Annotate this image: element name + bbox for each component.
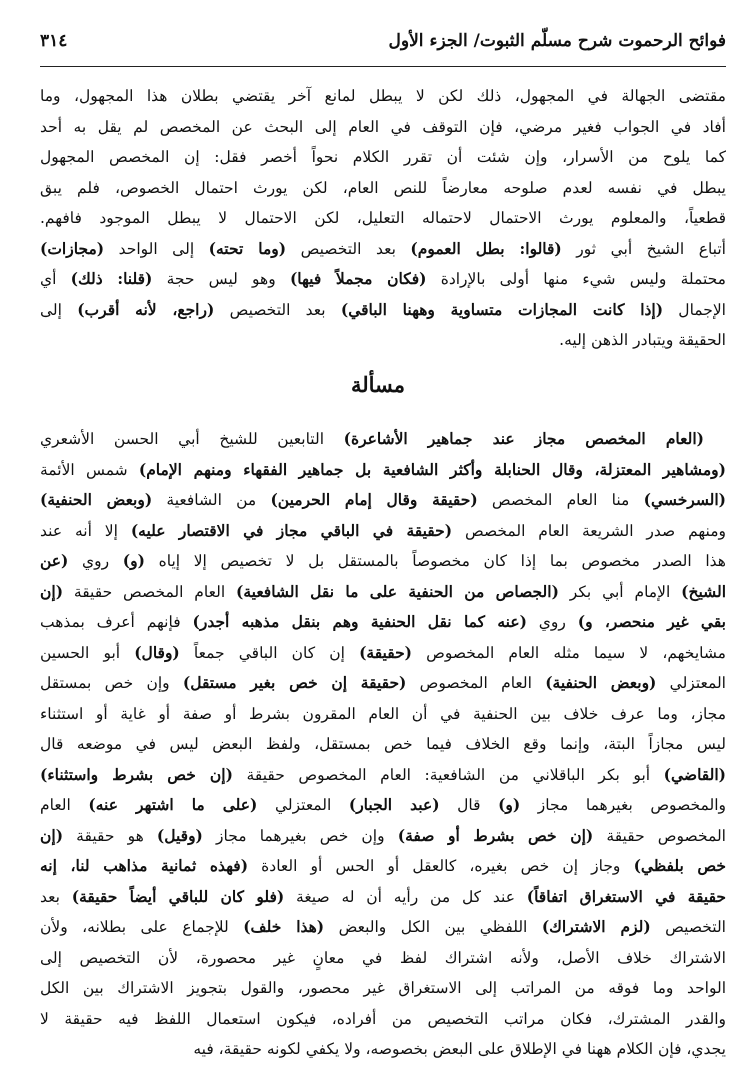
bold-matn-text: (و) — [498, 795, 521, 814]
commentary-text: وإن خص بمستقل — [40, 674, 183, 692]
bold-matn-text: بقي غير منحصر، و) — [577, 612, 726, 631]
commentary-text: المعتزلي — [257, 796, 349, 814]
text-line — [40, 234, 726, 265]
text-line — [40, 1034, 726, 1065]
bold-matn-text: (إن — [40, 825, 64, 845]
bold-matn-text: (وبعض الحنفية) — [545, 673, 657, 692]
text-line — [40, 112, 726, 143]
bold-matn-text: (ومشاهير المعتزلة، وقال الحنابلة وأكثر الشافعية بل جماهير الفقهاء ومنهم الإمام) — [138, 459, 726, 479]
bold-matn-text: (حقيقة إن خص بغير مستقل) — [182, 673, 407, 692]
commentary-text: كما يلوح من الأسرار، وإن شئت أن تقرر الكلام نحواً أخصر فقل: إن المخصص المجهول — [40, 148, 726, 166]
commentary-text: وهو ليس حجة — [152, 270, 290, 288]
text-line — [40, 264, 726, 295]
text-line — [40, 203, 726, 234]
bold-matn-text: (فكان مجملاً فيها) — [289, 269, 427, 288]
bold-matn-text: (وقال) — [134, 642, 180, 662]
commentary-text: المخصوص حقيقة — [593, 826, 726, 845]
bold-matn-text: (إذا كانت المجازات متساوية وههنا الباقي) — [340, 299, 664, 319]
bold-matn-text: (إن خص بشرط واستثناء) — [40, 764, 233, 784]
text-line — [40, 851, 726, 882]
text-line — [40, 668, 726, 699]
commentary-text: الإجمال — [663, 300, 726, 319]
commentary-text: بعد — [40, 887, 72, 906]
bold-matn-text: (حقيقة) — [359, 642, 412, 662]
commentary-text: مشايخهم، لا سيما مثله العام المخصوص — [411, 643, 726, 662]
commentary-text: محتملة وليس شيء منها أولى بالإرادة — [426, 270, 726, 288]
text-line — [40, 943, 726, 974]
commentary-text: الواحد وما فوقه من المراتب إلى الاستغراق غير محصور، والقول بتجويز الاشتراك بين الكل — [40, 979, 726, 997]
text-line — [40, 455, 726, 486]
bold-matn-text: خص بلفظي) — [633, 856, 726, 875]
commentary-text: هذا الصدر مخصوص بما إذا كان مخصوصاً بالمستقل بل لا تخصيص إلا إياه — [144, 552, 726, 570]
commentary-text: إلى الواحد — [104, 239, 209, 258]
text-line — [40, 81, 726, 112]
bold-matn-text: (إن — [40, 581, 64, 601]
text-line — [40, 699, 726, 730]
commentary-text: وجاز إن خص بغيره، كالعقل أو الحس أو العادة — [248, 857, 634, 875]
text-line — [40, 142, 726, 173]
commentary-text: أي — [40, 270, 71, 288]
bold-matn-text: (لزم الاشتراك) — [541, 917, 651, 936]
section-title: مسألة — [350, 372, 406, 397]
bold-matn-text: الشيخ) — [681, 581, 726, 601]
commentary-text: إن كان الباقي جمعاً — [179, 643, 360, 662]
commentary-text: الحقيقة ويتبادر الذهن إليه. — [559, 331, 726, 349]
commentary-text: قال — [439, 796, 499, 814]
commentary-text: التخصيص — [650, 918, 726, 936]
commentary-text: هو حقيقة — [63, 826, 157, 845]
text-line — [40, 173, 726, 204]
bold-matn-text: حقيقة في الاستغراق اتفاقاً) — [526, 886, 726, 906]
commentary-text: قطعياً، والمعلوم يورث الاحتمال لاحتماله التعليل، لكن الاحتمال لا يبطل الموجود فافهم. — [40, 209, 726, 227]
bold-matn-text: (القاضي) — [663, 764, 726, 784]
bold-matn-text: (على ما اشتهر عنه) — [88, 795, 258, 814]
commentary-text: أفاد في الجواب فغير مرضي، فإن التوقف في العام إلى البحث عن المخصص لم يقل به أحد — [40, 117, 726, 136]
bold-matn-text: (فلو كان للباقي أيضاً حقيقة) — [71, 886, 285, 906]
commentary-text: مجاز، وما عرف خلاف بين الحنفية في أن العام المقرون بشرط أو صفة أو غاية أو استثناء — [40, 704, 726, 723]
bold-matn-text: (هذا خلف) — [243, 917, 325, 936]
commentary-text: روي — [68, 552, 123, 570]
text-line — [40, 912, 726, 943]
text-line — [40, 424, 726, 455]
text-line — [40, 1004, 726, 1035]
header-rule — [40, 66, 726, 67]
commentary-text: العام المخصوص — [406, 674, 546, 692]
text-line — [40, 882, 726, 913]
commentary-text: العام — [40, 796, 89, 814]
paragraph — [40, 81, 726, 356]
text-line — [40, 485, 726, 516]
bold-matn-text: (عن — [40, 551, 69, 570]
text-line — [40, 295, 726, 326]
text-line — [40, 638, 726, 669]
bold-matn-text: (العام المخصص مجاز عند جماهير الأشاعرة) — [343, 429, 704, 448]
commentary-text: من الشافعية — [152, 491, 271, 509]
commentary-text: شمس الأئمة — [40, 460, 139, 479]
bold-matn-text: (وبعض الحنفية) — [40, 490, 153, 509]
paragraph — [40, 424, 726, 1065]
commentary-text: ليس مجازاً البتة، وإنما وقع الخلاف فيما خص بمستقل، ولفظ البعض ليس في موضعه قال — [40, 735, 726, 753]
bold-matn-text: (عبد الجبار) — [348, 795, 440, 814]
bold-matn-text: (عنه كما نقل الحنفية وهم بنقل مذهبه أجدر) — [192, 612, 527, 631]
running-header — [40, 26, 726, 56]
text-line — [40, 729, 726, 760]
bold-matn-text: (إن خص بشرط أو صفة) — [397, 825, 594, 845]
commentary-text: بعد التخصيص — [214, 300, 341, 319]
bold-matn-text: (وما تحته) — [208, 238, 287, 258]
commentary-text: منا العام المخصص — [477, 491, 644, 509]
bold-matn-text: (قالوا: بطل العموم) — [410, 238, 562, 258]
bold-matn-text: (و) — [122, 551, 145, 570]
commentary-text: والقدر المشترك، فكان مراتب التخصيص من أفراده، فيكون استعمال اللفظ فيه حقيقة لا — [40, 1009, 726, 1028]
text-line — [40, 821, 726, 852]
text-line — [40, 546, 726, 577]
bold-matn-text: (حقيقة وقال إمام الحرمين) — [270, 490, 478, 509]
text-line — [40, 607, 726, 638]
commentary-text: أبو الحسين — [40, 643, 135, 662]
bold-matn-text: (وقيل) — [156, 825, 203, 845]
commentary-text: الاشتراك خلاف الأصل، ولأنه اشتراك لفظ في معانٍ غير محصورة، لأن التخصيص إلى — [40, 948, 726, 967]
commentary-text: يجدي، فإن الكلام ههنا في الإطلاق على البعض بخصوصه، ولا يكفي لكونه حقيقة، فيه — [193, 1040, 726, 1058]
text-line — [40, 325, 726, 356]
bold-matn-text: (حقيقة في الباقي مجاز في الاقتصار عليه) — [130, 520, 453, 540]
commentary-text: وإن خص بغيرهما مجاز — [202, 826, 398, 845]
commentary-text: أتباع الشيخ أبي ثور — [561, 239, 726, 258]
commentary-text: التابعين للشيخ أبي الحسن الأشعري — [40, 430, 344, 448]
commentary-text: بعد التخصيص — [286, 239, 411, 258]
bold-matn-text: (مجازات) — [40, 238, 105, 258]
commentary-text: اللفظي بين الكل والبعض — [324, 918, 542, 936]
commentary-text: يبطل في نفسه لعدم صلوحه معارضاً للنص العام، لكن يورث احتمال الخصوص، فلم يبق — [40, 178, 726, 197]
commentary-text: روي — [526, 613, 578, 631]
commentary-text: ومنهم صدر الشريعة العام المخصص — [452, 521, 726, 540]
page-number: ٣١٤ — [40, 31, 68, 51]
text-line — [40, 760, 726, 791]
text-line — [40, 516, 726, 547]
commentary-text: فإنهم أعرف بمذهب — [40, 613, 193, 631]
running-title: فوائح الرحموت شرح مسلّم الثبوت/ الجزء الأول — [388, 31, 726, 51]
commentary-text: إلى — [40, 300, 78, 319]
commentary-text: المعتزلي — [656, 674, 726, 692]
commentary-text: والمخصوص بغيرهما مجاز — [520, 796, 726, 814]
bold-matn-text: (فهذه ثمانية مذاهب لنا، إنه — [40, 856, 249, 875]
commentary-text: أبو بكر الباقلاني من الشافعية: العام المخصوص حقيقة — [232, 765, 664, 784]
commentary-text: العام المخصص حقيقة — [63, 582, 236, 601]
text-line — [40, 577, 726, 608]
commentary-text: الإمام أبي بكر — [558, 582, 682, 601]
commentary-text: للإجماع على بطلانه، ولأن — [40, 918, 244, 936]
bold-matn-text: (راجع، لأنه أقرب) — [77, 299, 215, 319]
text-line — [40, 790, 726, 821]
bold-matn-text: (قلنا: ذلك) — [70, 269, 153, 288]
bold-matn-text: (الجصاص من الحنفية على ما نقل الشافعية) — [236, 581, 559, 601]
bold-matn-text: (السرخسي) — [643, 490, 726, 509]
commentary-text: مقتضى الجهالة في المجهول، ذلك لكن لا يبطل لمانع آخر يقتضي بطلان هذا المجهول، وما — [40, 87, 726, 105]
commentary-text: عند كل من رأيه أن له صيغة — [284, 887, 527, 906]
commentary-text: إلا أنه عند — [40, 521, 131, 540]
text-line — [40, 973, 726, 1004]
